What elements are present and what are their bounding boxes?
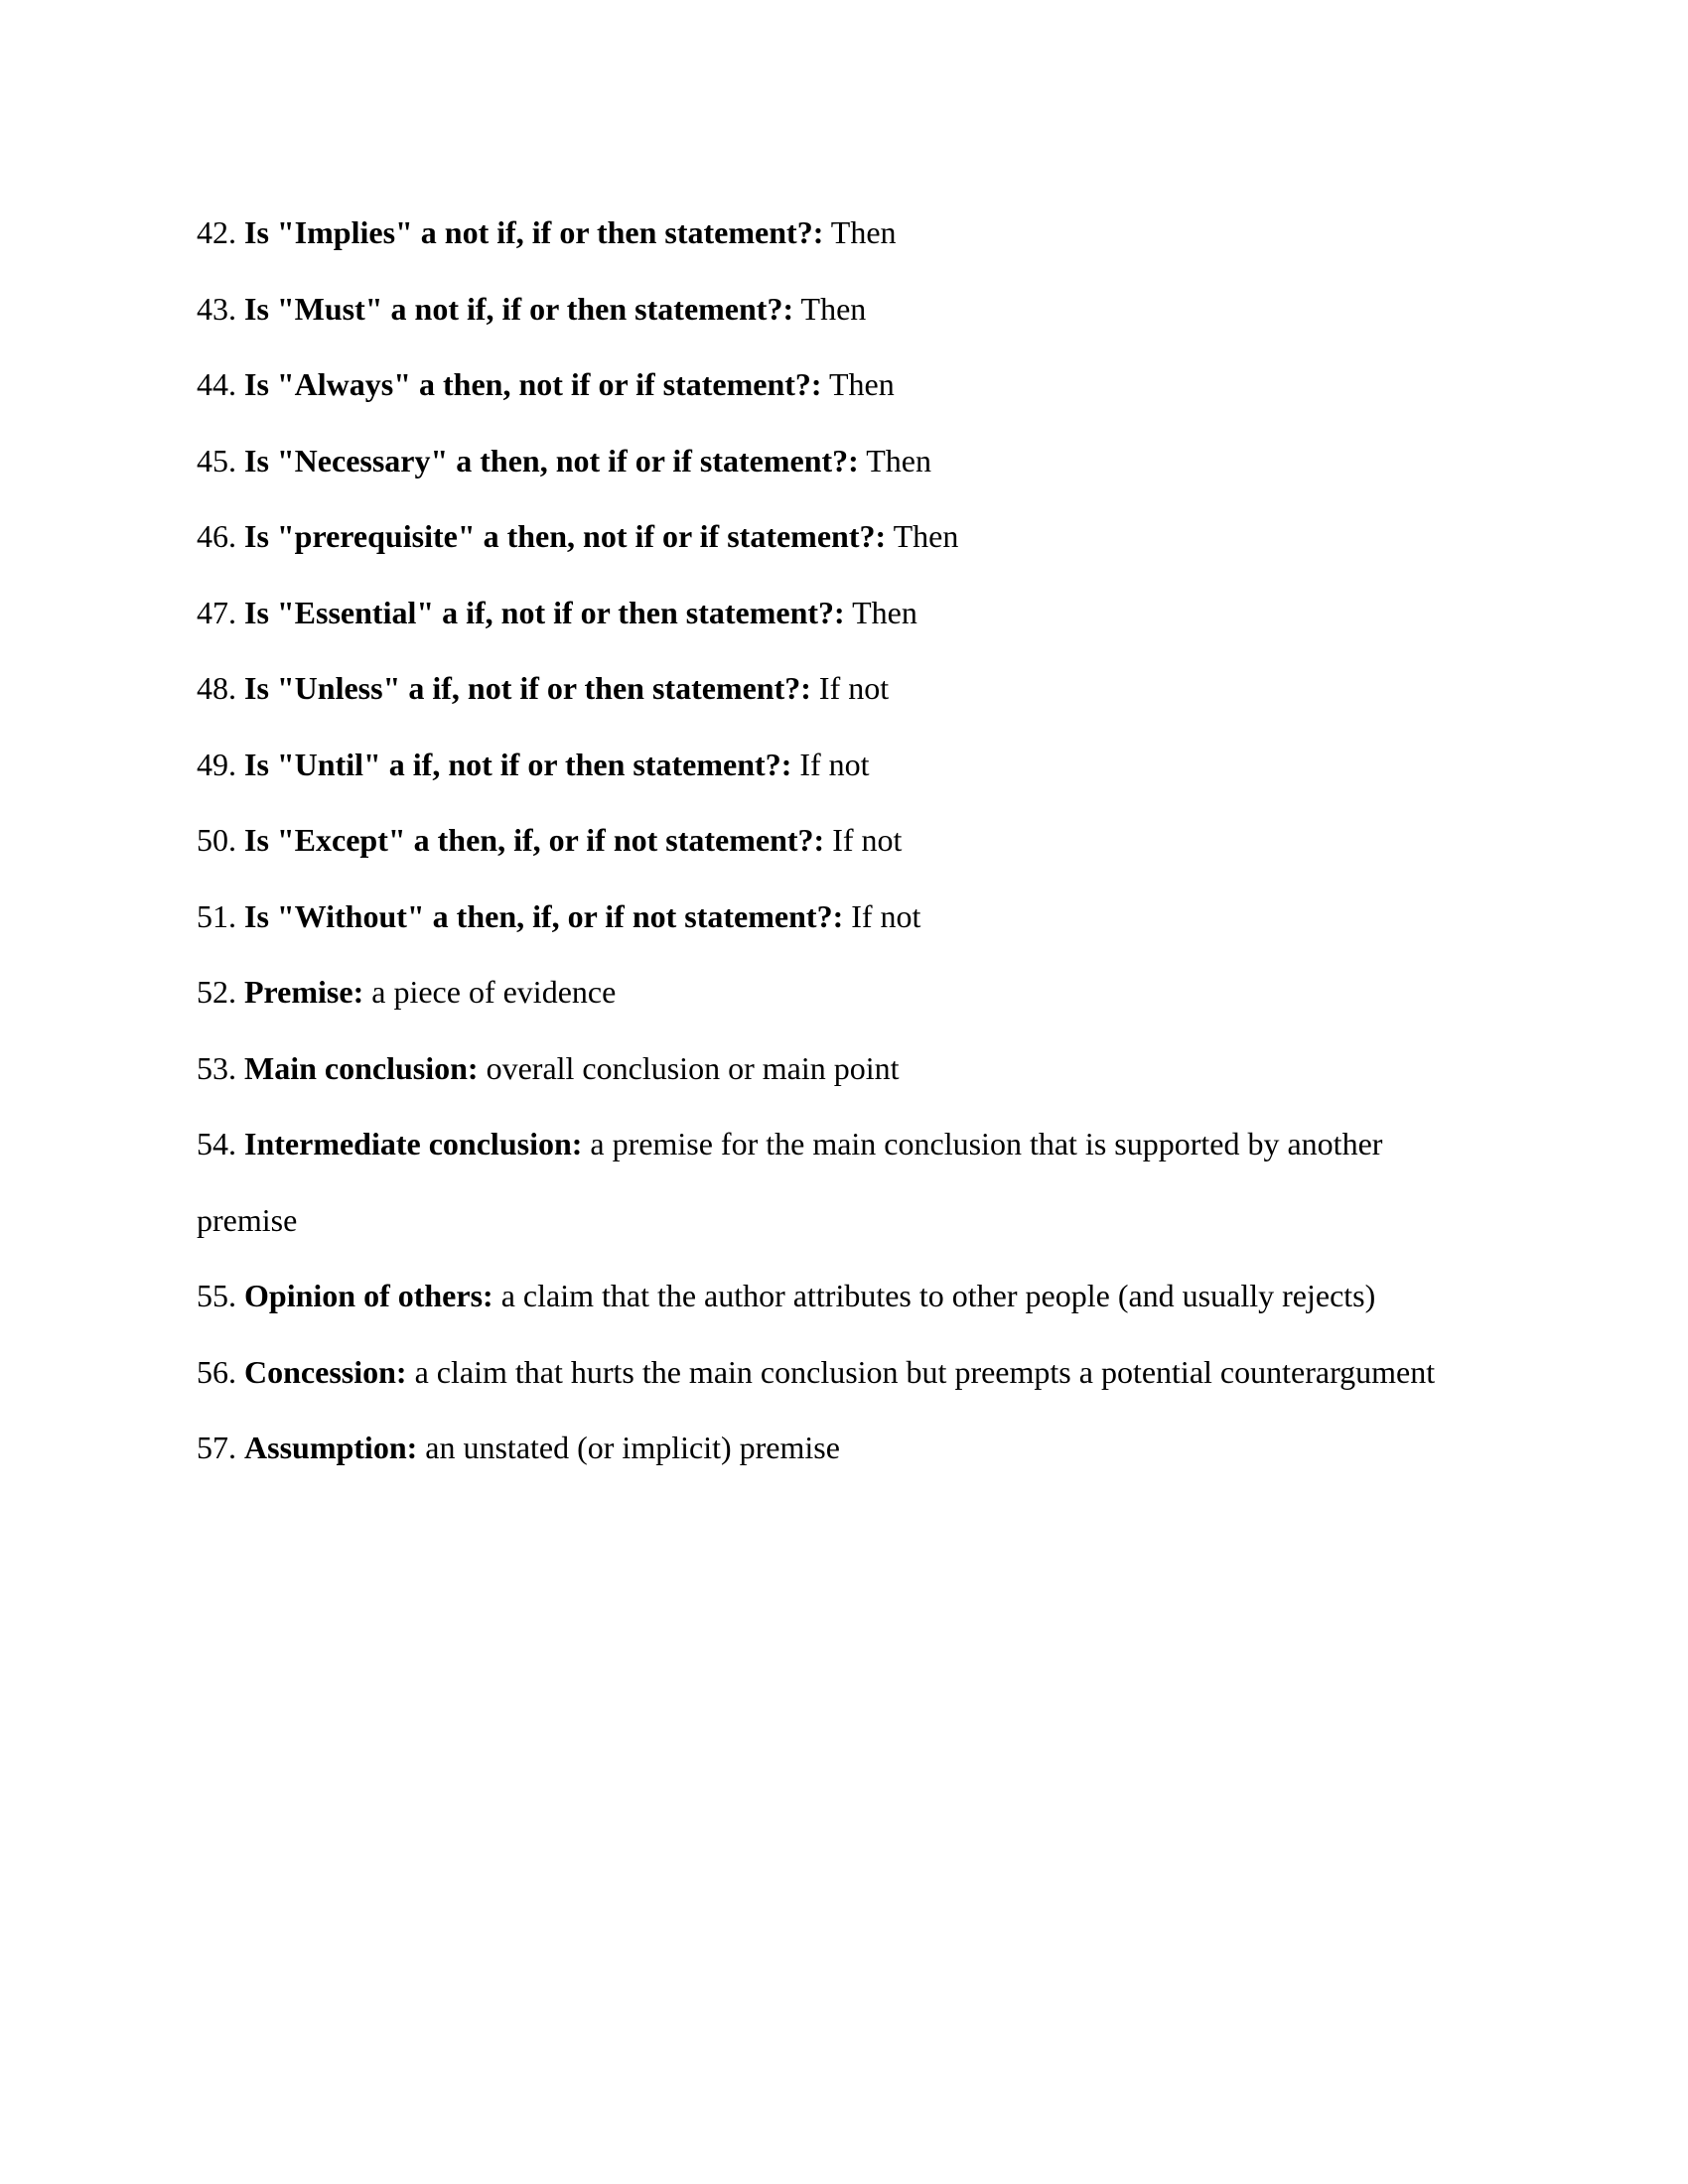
list-item [197, 195, 1487, 271]
item-definition: overall conclusion or main point [486, 1049, 900, 1086]
item-definition: Then [828, 366, 895, 402]
item-term: Premise: [244, 974, 364, 1010]
item-term: Is "Essential" a if, not if or then statement?: [244, 594, 845, 630]
item-term: Is "Necessary" a then, not if or if statement?: [244, 442, 859, 478]
item-term: Assumption: [244, 1430, 418, 1465]
item-definition: If not [832, 822, 903, 858]
list-item [197, 575, 1487, 651]
list-item [197, 1030, 1487, 1107]
item-term: Is "Always" a then, not if or if statement?: [244, 366, 822, 402]
item-definition: an unstated (or implicit) premise [425, 1430, 840, 1465]
list-item [197, 423, 1487, 499]
item-definition: Then [852, 594, 917, 630]
list-item [197, 1106, 1487, 1258]
item-term: Is "Must" a not if, if or then statement?: [244, 290, 794, 327]
item-number: 47. [197, 594, 236, 630]
item-number: 53. [197, 1049, 236, 1086]
item-number: 43. [197, 290, 236, 327]
item-term: Intermediate conclusion: [244, 1126, 583, 1161]
item-number: 57. [197, 1430, 236, 1465]
list-item [197, 954, 1487, 1030]
item-term: Is "Except" a then, if, or if not statement?: [244, 822, 825, 858]
list-item [197, 802, 1487, 879]
item-definition: a premise for the main conclusion that is supported by another premise [197, 1126, 1383, 1238]
list-item [197, 879, 1487, 955]
item-definition: Then [866, 442, 931, 478]
item-number: 45. [197, 442, 236, 478]
item-definition: Then [830, 214, 897, 250]
item-term: Concession: [244, 1353, 407, 1390]
item-definition: a claim that hurts the main conclusion but preempts a potential counterargument [414, 1353, 1436, 1390]
item-number: 44. [197, 366, 236, 402]
list-item [197, 650, 1487, 727]
item-definition: Then [893, 518, 959, 554]
item-number: 46. [197, 518, 236, 554]
item-term: Is "prerequisite" a then, not if or if statement?: [244, 518, 887, 554]
list-item [197, 1258, 1487, 1334]
item-definition: Then [800, 290, 867, 327]
item-number: 49. [197, 746, 236, 782]
item-number: 51. [197, 897, 236, 934]
item-number: 54. [197, 1126, 236, 1161]
item-definition: If not [818, 670, 890, 706]
item-number: 48. [197, 670, 236, 706]
item-term: Is "Without" a then, if, or if not statement?: [244, 897, 844, 934]
list-item [197, 498, 1487, 575]
item-number: 42. [197, 214, 236, 250]
flashcard-list [197, 195, 1487, 1486]
item-number: 52. [197, 974, 236, 1010]
item-term: Is "Implies" a not if, if or then statement?: [244, 214, 824, 250]
item-term: Is "Until" a if, not if or then statement?: [244, 746, 792, 782]
item-definition: If not [799, 746, 870, 782]
item-term: Main conclusion: [244, 1049, 479, 1086]
list-item [197, 727, 1487, 803]
list-item [197, 1334, 1487, 1411]
item-term: Opinion of others: [244, 1278, 493, 1313]
item-definition: If not [851, 897, 921, 934]
item-definition: a piece of evidence [371, 974, 617, 1010]
list-item [197, 346, 1487, 423]
item-number: 55. [197, 1278, 236, 1313]
item-term: Is "Unless" a if, not if or then statement?: [244, 670, 811, 706]
list-item [197, 271, 1487, 347]
item-definition: a claim that the author attributes to other people (and usually rejects) [500, 1278, 1376, 1313]
list-item [197, 1410, 1487, 1486]
item-number: 56. [197, 1353, 236, 1390]
item-number: 50. [197, 822, 236, 858]
